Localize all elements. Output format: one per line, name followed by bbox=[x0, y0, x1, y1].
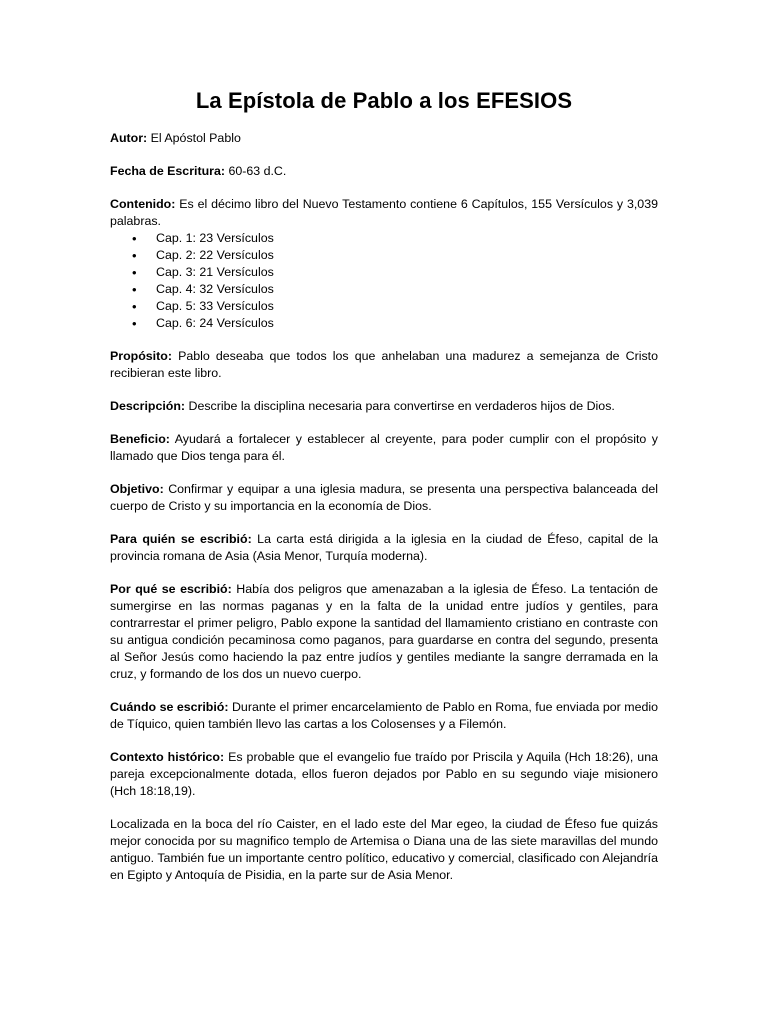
contenido-text: Es el décimo libro del Nuevo Testamento contiene 6 Capítulos, 155 Versículos y 3,039 palabras. bbox=[110, 197, 658, 228]
autor-paragraph bbox=[110, 130, 658, 147]
fecha-text: 60-63 d.C. bbox=[228, 164, 287, 178]
document-body bbox=[110, 130, 658, 884]
descripcion-paragraph bbox=[110, 398, 658, 415]
proposito-paragraph bbox=[110, 348, 658, 382]
beneficio-text: Ayudará a fortalecer y establecer al creyente, para poder cumplir con el propósito y llamado que Dios tenga para él. bbox=[110, 432, 658, 463]
contexto-text: Es probable que el evangelio fue traído por Priscila y Aquila (Hch 18:26), una pareja excepcionalmente dotada, ellos fueron dejados por Pablo en su segundo viaje misionero (Hch 18:18,19). bbox=[110, 750, 658, 798]
capitulos-list bbox=[110, 230, 658, 332]
descripcion-label: Descripción: bbox=[110, 399, 186, 413]
cuando-label: Cuándo se escribió: bbox=[110, 700, 229, 714]
list-item: • Cap. 4: 32 Versículos bbox=[110, 281, 658, 298]
objetivo-label: Objetivo: bbox=[110, 482, 164, 496]
por-que-paragraph bbox=[110, 581, 658, 683]
fecha-label: Fecha de Escritura: bbox=[110, 164, 226, 178]
list-item: • Cap. 2: 22 Versículos bbox=[110, 247, 658, 264]
fecha-paragraph bbox=[110, 163, 658, 180]
contexto-label: Contexto histórico: bbox=[110, 750, 225, 764]
beneficio-label: Beneficio: bbox=[110, 432, 170, 446]
autor-label: Autor: bbox=[110, 131, 148, 145]
para-quien-text: La carta está dirigida a la iglesia en la ciudad de Éfeso, capital de la provincia romana de Asia (Asia Menor, Turquía moderna). bbox=[110, 532, 658, 563]
objetivo-text: Confirmar y equipar a una iglesia madura, se presenta una perspectiva balanceada del cuerpo de Cristo y su importancia en la economía de Dios. bbox=[110, 482, 658, 513]
contenido-paragraph bbox=[110, 196, 658, 230]
localizada-paragraph: Localizada en la boca del río Caister, en el lado este del Mar egeo, la ciudad de Éfeso fue quizás mejor conocida por su magnifico templo de Artemisa o Diana una de las siete maravillas del mundo antiguo. También fue un importante centro político, educativo y comercial, clasificado con Alejandría en Egipto y Antoquía de Pisidia, en la parte sur de Asia Menor. bbox=[110, 817, 658, 882]
autor-text: El Apóstol Pablo bbox=[150, 131, 241, 145]
por-que-text: Había dos peligros que amenazaban a la iglesia de Éfeso. La tentación de sumergirse en las normas paganas y en la falta de la unidad entre judíos y gentiles, para contrarrestar el primer peligro, Pablo expone la santidad del llamamiento cristiano en contraste con su antigua condición pecaminosa como paganos, para guardarse en contra del segundo, presenta al Señor Jesús como haciendo la paz entre judíos y gentiles mediante la sangre derramada en la cruz, y formando de los dos un nuevo cuerpo. bbox=[110, 582, 658, 681]
list-item: • Cap. 1: 23 Versículos bbox=[110, 230, 658, 247]
list-item: • Cap. 6: 24 Versículos bbox=[110, 315, 658, 332]
proposito-label: Propósito: bbox=[110, 349, 172, 363]
objetivo-paragraph bbox=[110, 481, 658, 515]
cuando-text: Durante el primer encarcelamiento de Pablo en Roma, fue enviada por medio de Tíquico, quien también llevo las cartas a los Colosenses y a Filemón. bbox=[110, 700, 658, 731]
contenido-label: Contenido: bbox=[110, 197, 176, 211]
para-quien-paragraph bbox=[110, 531, 658, 565]
proposito-text: Pablo deseaba que todos los que anhelaban una madurez a semejanza de Cristo recibieran este libro. bbox=[110, 349, 658, 380]
list-item: • Cap. 3: 21 Versículos bbox=[110, 264, 658, 281]
document-title: La Epístola de Pablo a los EFESIOS bbox=[195, 88, 573, 113]
contexto-paragraph bbox=[110, 749, 658, 800]
beneficio-paragraph bbox=[110, 431, 658, 465]
list-item: • Cap. 5: 33 Versículos bbox=[110, 298, 658, 315]
descripcion-text: Describe la disciplina necesaria para convertirse en verdaderos hijos de Dios. bbox=[188, 399, 615, 413]
por-que-label: Por qué se escribió: bbox=[110, 582, 232, 596]
cuando-paragraph bbox=[110, 699, 658, 733]
para-quien-label: Para quién se escribió: bbox=[110, 532, 252, 546]
